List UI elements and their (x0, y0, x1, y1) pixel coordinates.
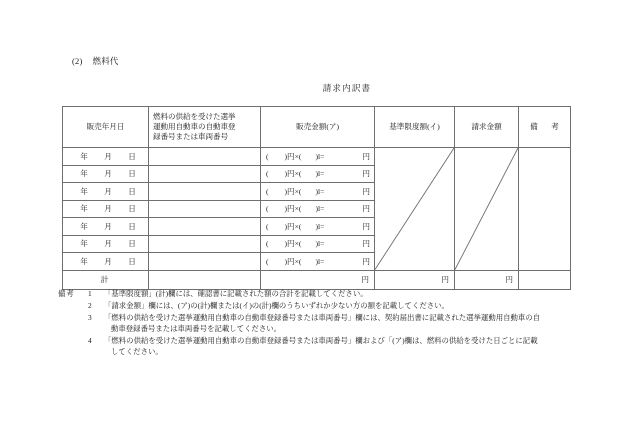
note-text-main: 「請求金額」欄には、(ア)の(計)欄または(イ)の(計)欄のうちいずれか少ない方の額を記載してください。 (104, 300, 449, 310)
diagonal-strike-line (455, 148, 518, 270)
note-item (88, 288, 588, 299)
cell-sales-date[interactable] (63, 218, 149, 236)
formula-result-unit: 円 (362, 169, 370, 179)
date-month-label: 月 (104, 186, 112, 196)
cell-vehicle-registration[interactable] (149, 253, 261, 271)
date-month-label: 月 (104, 239, 112, 249)
cell-sales-date[interactable] (63, 183, 149, 201)
cell-sales-amount[interactable] (261, 148, 375, 166)
section-label: 燃料代 (92, 56, 119, 66)
formula-result-unit: 円 (362, 239, 370, 249)
cell-sales-amount[interactable] (261, 183, 375, 201)
cell-sales-date[interactable] (63, 165, 149, 183)
total-claim-unit: 円 (505, 275, 513, 284)
invoice-table (62, 106, 571, 290)
cell-total-label (63, 270, 149, 289)
cell-vehicle-registration[interactable] (149, 218, 261, 236)
date-month-label: 月 (104, 204, 112, 214)
note-text (104, 335, 588, 358)
formula-close-equals: )l= (315, 186, 325, 196)
cell-total-registration-empty (149, 270, 261, 289)
formula-close-equals: )l= (315, 239, 325, 249)
cell-vehicle-registration[interactable] (149, 165, 261, 183)
note-item (88, 335, 588, 358)
note-number: 2 (88, 300, 92, 310)
cell-total-standard-limit[interactable] (375, 270, 455, 289)
note-item (88, 312, 588, 335)
date-month-label: 月 (104, 169, 112, 179)
formula-yen-times: )円×( (284, 221, 302, 231)
cell-vehicle-registration[interactable] (149, 148, 261, 166)
formula-close-equals: )l= (315, 221, 325, 231)
header-vehicle-registration (149, 107, 261, 148)
formula-open-paren: ( (266, 151, 269, 161)
formula-yen-times: )円×( (284, 186, 302, 196)
note-text (104, 288, 588, 299)
cell-remarks-merged[interactable] (519, 148, 571, 271)
formula-yen-times: )円×( (284, 169, 302, 179)
date-month-label: 月 (104, 256, 112, 266)
cell-sales-date[interactable] (63, 200, 149, 218)
date-year-label: 年 (80, 151, 88, 161)
cell-sales-amount[interactable] (261, 235, 375, 253)
note-text-main: 「燃料の供給を受けた選挙運動用自動車の自動車登録番号または車両番号」欄および「(ア)欄は、燃料の供給を受けた日ごとに記載 (104, 335, 538, 345)
formula-open-paren: ( (266, 239, 269, 249)
cell-vehicle-registration[interactable] (149, 200, 261, 218)
formula-open-paren: ( (266, 221, 269, 231)
date-day-label: 日 (128, 169, 136, 179)
note-text (104, 300, 588, 311)
formula-open-paren: ( (266, 186, 269, 196)
date-day-label: 日 (128, 186, 136, 196)
cell-sales-amount[interactable] (261, 253, 375, 271)
note-text-continuation: してください。 (111, 346, 163, 356)
table-header (63, 107, 571, 148)
notes-list (88, 288, 588, 357)
formula-close-equals: )l= (315, 151, 325, 161)
formula-result-unit: 円 (362, 256, 370, 266)
date-month-label: 月 (104, 151, 112, 161)
cell-sales-amount[interactable] (261, 165, 375, 183)
cell-claim-amount-merged[interactable] (455, 148, 519, 271)
header-sales-amount: 販売金額(ア) (261, 107, 375, 148)
cell-vehicle-registration[interactable] (149, 183, 261, 201)
total-limit-unit: 円 (441, 275, 449, 284)
formula-yen-times: )円×( (284, 256, 302, 266)
formula-yen-times: )円×( (284, 151, 302, 161)
note-text-main: 「基準限度額」(計)欄には、確認書に記載された額の合計を記載してください。 (104, 289, 368, 298)
header-claim-amount: 請求金額 (455, 107, 519, 148)
date-month-label: 月 (104, 221, 112, 231)
note-text-continuation: 動車登録番号または車両番号を記載してください。 (111, 323, 281, 333)
header-reg-line-1: 燃料の供給を受けた選挙 (153, 111, 236, 121)
date-year-label: 年 (80, 186, 88, 196)
cell-sales-amount[interactable] (261, 218, 375, 236)
header-row (63, 107, 571, 148)
date-year-label: 年 (80, 239, 88, 249)
formula-close-equals: )l= (315, 256, 325, 266)
date-day-label: 日 (128, 256, 136, 266)
cell-sales-amount[interactable] (261, 200, 375, 218)
date-year-label: 年 (80, 256, 88, 266)
header-remarks: 備 考 (519, 107, 571, 148)
date-year-label: 年 (80, 204, 88, 214)
date-year-label: 年 (80, 221, 88, 231)
header-reg-line-2: 運動用自動車の自動車登 (153, 121, 236, 131)
invoice-table-container (62, 106, 570, 290)
total-row (63, 270, 571, 289)
note-number: 3 (88, 312, 92, 322)
note-text (104, 312, 588, 335)
date-year-label: 年 (80, 169, 88, 179)
date-day-label: 日 (128, 239, 136, 249)
note-number: 4 (88, 335, 92, 345)
cell-standard-limit-merged[interactable] (375, 148, 455, 271)
total-label-text: 計 (100, 275, 111, 284)
date-day-label: 日 (128, 151, 136, 161)
cell-total-claim-amount[interactable] (455, 270, 519, 289)
notes-heading: 備考 (58, 289, 75, 298)
note-text-main: 「燃料の供給を受けた選挙運動用自動車の自動車登録番号または車両番号」欄には、契約届出書に記載された選挙運動用自動車の自 (104, 312, 541, 322)
section-number: (2) (72, 56, 83, 66)
cell-vehicle-registration[interactable] (149, 235, 261, 253)
formula-open-paren: ( (266, 256, 269, 266)
section-heading (72, 55, 119, 67)
formula-result-unit: 円 (362, 221, 370, 231)
table-row (63, 148, 571, 166)
note-number: 1 (88, 289, 92, 298)
formula-open-paren: ( (266, 169, 269, 179)
cell-sales-date[interactable] (63, 148, 149, 166)
cell-sales-date[interactable] (63, 235, 149, 253)
date-day-label: 日 (128, 221, 136, 231)
total-sales-unit: 円 (361, 275, 369, 284)
formula-close-equals: )l= (315, 204, 325, 214)
formula-result-unit: 円 (362, 186, 370, 196)
notes-section (58, 288, 588, 358)
formula-open-paren: ( (266, 204, 269, 214)
formula-result-unit: 円 (362, 151, 370, 161)
cell-total-sales-amount[interactable] (261, 270, 375, 289)
header-reg-line-3: 録番号または車両番号 (153, 132, 228, 141)
formula-yen-times: )円×( (284, 239, 302, 249)
formula-yen-times: )円×( (284, 204, 302, 214)
formula-result-unit: 円 (362, 204, 370, 214)
formula-close-equals: )l= (315, 169, 325, 179)
diagonal-strike-line (375, 148, 454, 270)
cell-sales-date[interactable] (63, 253, 149, 271)
cell-total-remarks-empty (519, 270, 571, 289)
date-day-label: 日 (128, 204, 136, 214)
header-standard-limit: 基準限度額(イ) (375, 107, 455, 148)
document-title: 請求内訳書 (322, 83, 372, 93)
note-item (88, 300, 588, 311)
header-sales-date: 販売年月日 (63, 107, 149, 148)
table-body (63, 148, 571, 290)
